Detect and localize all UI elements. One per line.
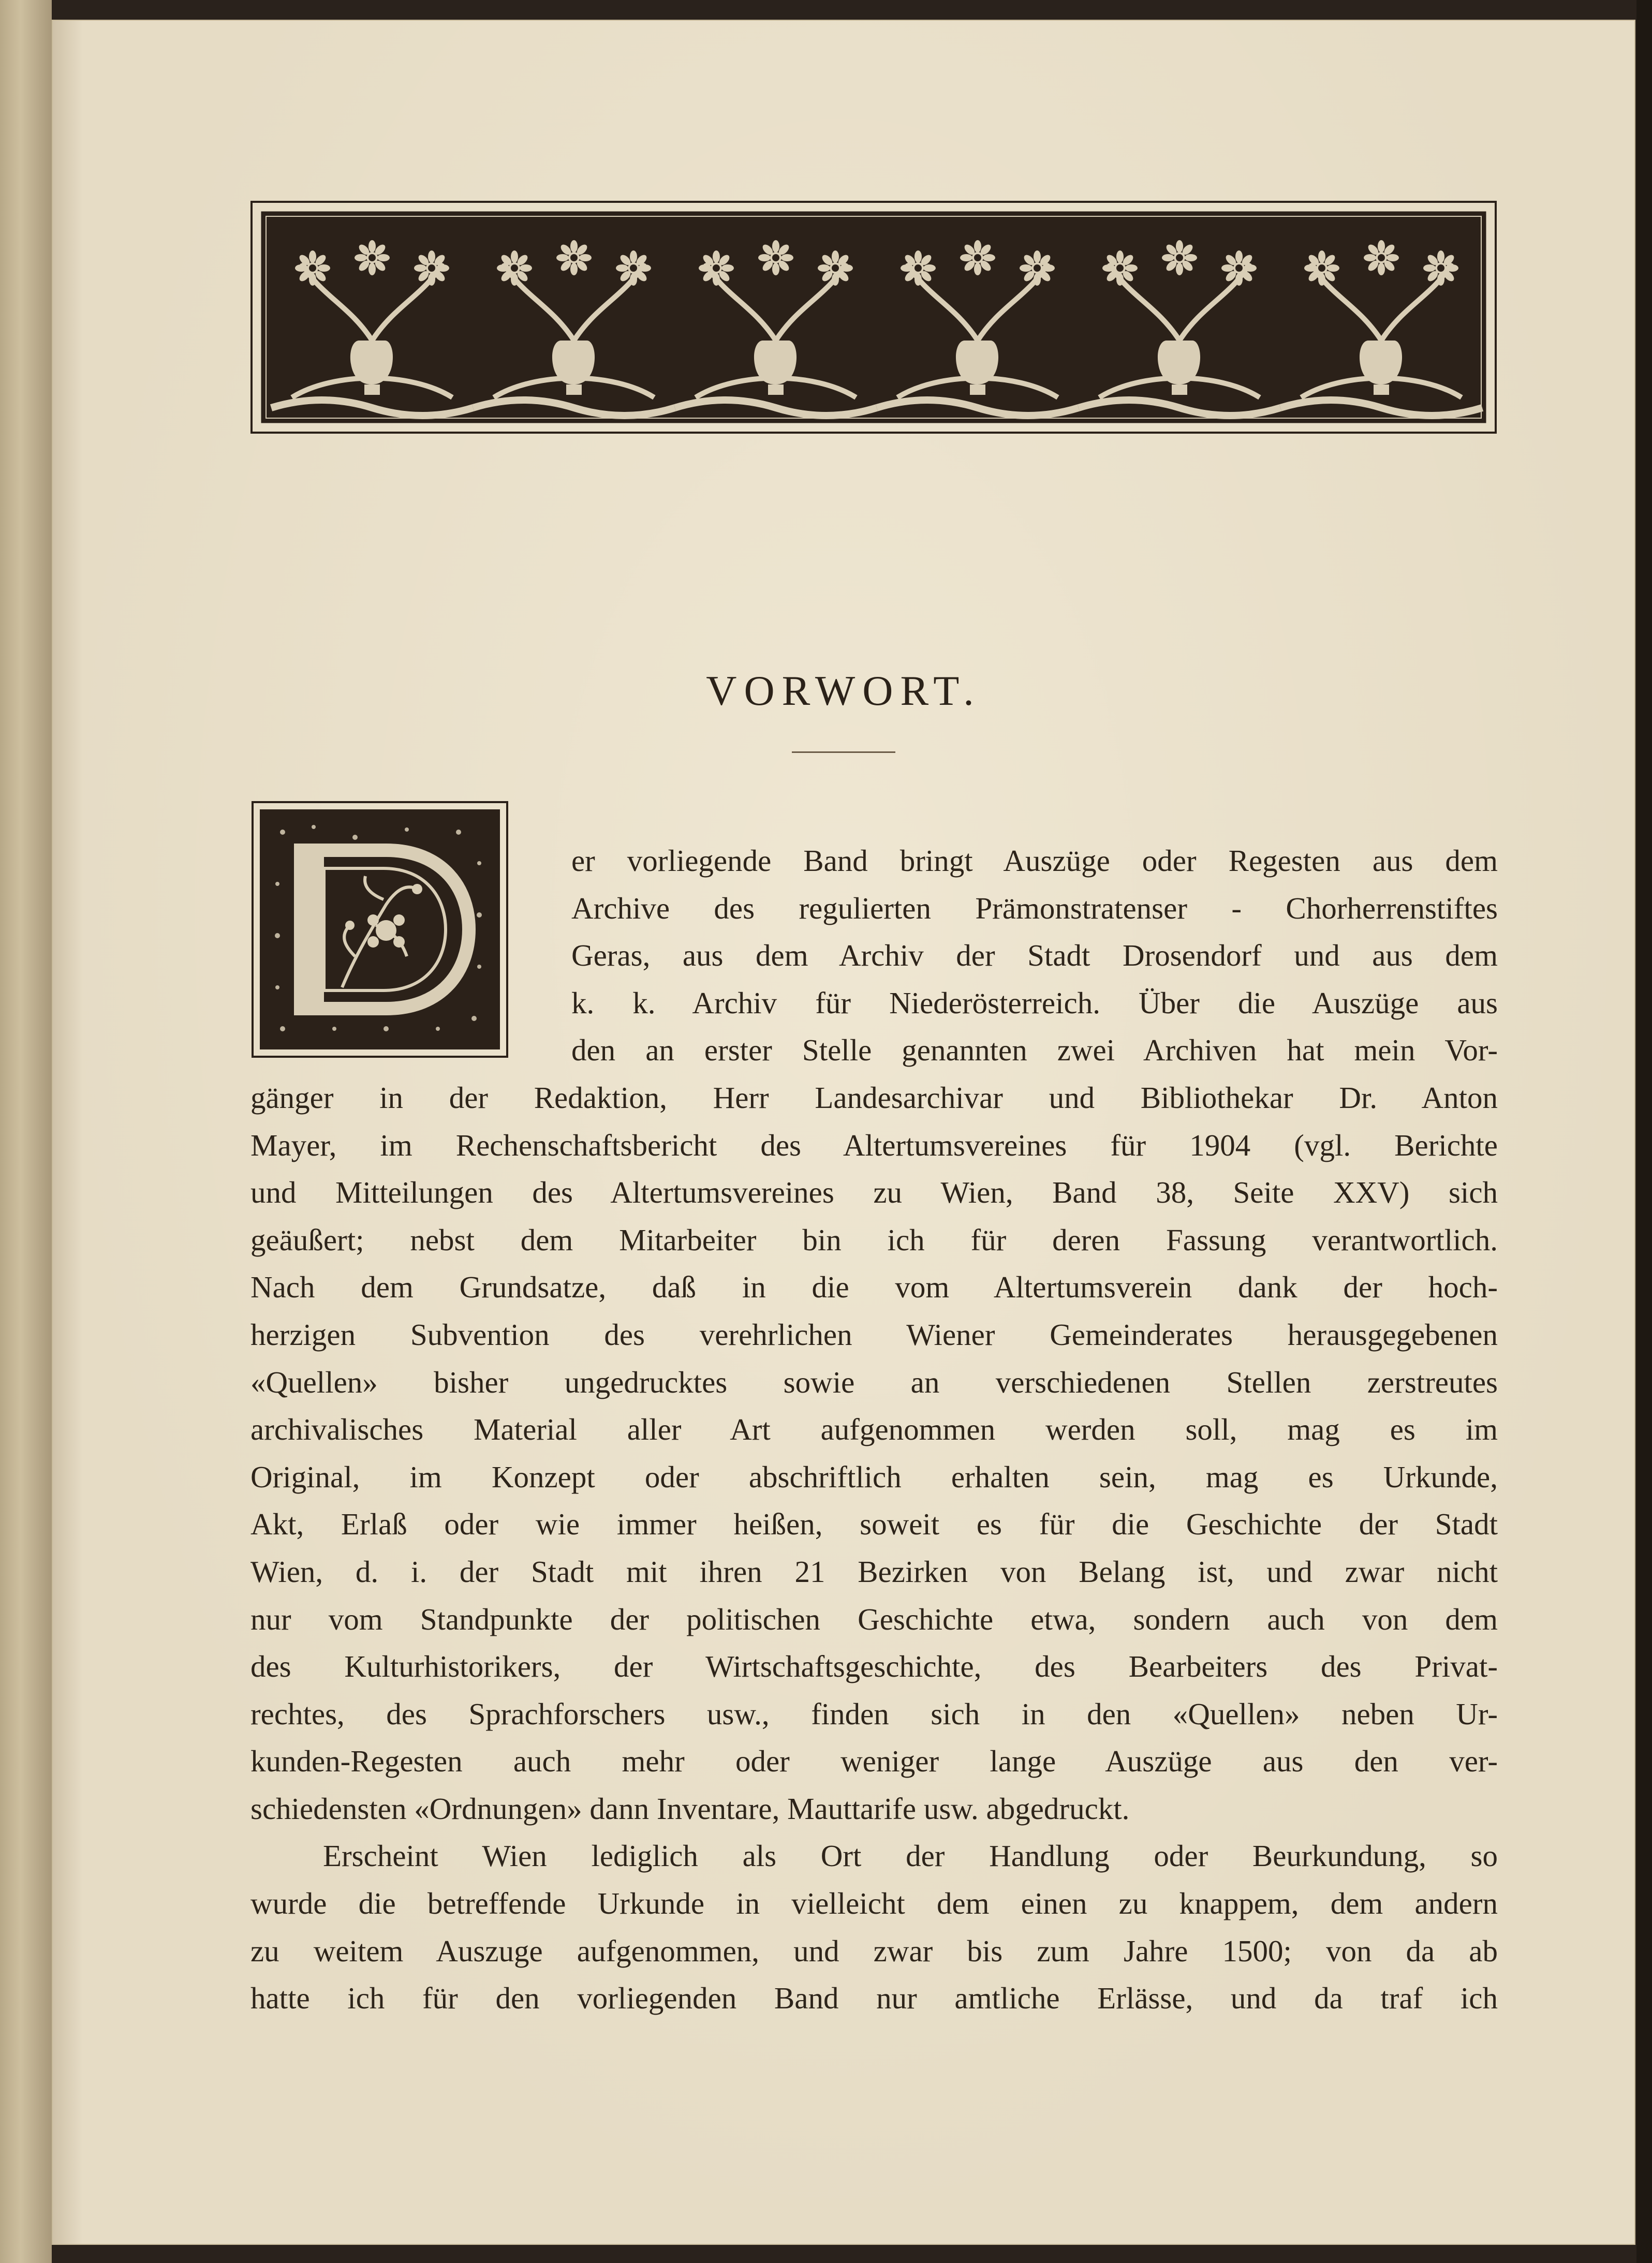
ornament-rosette-center (1436, 263, 1446, 273)
text-line: zu weitem Auszuge aufgenommen, und zwar bis zum Jahre 1500; von da ab (250, 1933, 1498, 1968)
ornament-rosette-center (1234, 263, 1244, 273)
ornament-petal (309, 273, 316, 286)
text-line: rechtes, des Sprachforschers usw., finden sich in den «Quellen» neben Ur- (250, 1696, 1498, 1731)
ornament-petal (974, 263, 981, 275)
ornament-rosette-center (308, 263, 317, 273)
page-title: VORWORT. (706, 667, 981, 714)
ornament-petal (840, 264, 853, 272)
ornament-rosette-center (1317, 263, 1326, 273)
ornament-petal (355, 254, 367, 261)
ornament-petal (781, 254, 793, 261)
ornament-petal (758, 254, 771, 261)
ornament-petal (639, 264, 651, 272)
ornament-rosette-center (973, 253, 982, 262)
text-line: kunden-Regesten auch mehr oder weniger lange Auszüge aus den ver- (250, 1744, 1498, 1779)
ornament-petal (570, 240, 578, 253)
text-line: gänger in der Redaktion, Herr Landesarchivar und Bibliothekar Dr. Anton (250, 1080, 1498, 1115)
ornament-petal (616, 264, 628, 272)
text-line: Nach dem Grundsatze, daß in die vom Altertumsverein dank der hoch- (250, 1270, 1498, 1305)
text-line: den an erster Stelle genannten zwei Archiven hat mein Vor- (571, 1033, 1498, 1068)
ornament-petal (1437, 250, 1444, 263)
ornament-petal (699, 264, 711, 272)
text-line: des Kulturhistorikers, der Wirtschaftsgeschichte, des Bearbeiters des Privat- (250, 1649, 1498, 1684)
ornament-petal (1327, 264, 1339, 272)
ornament-petal (1378, 263, 1385, 275)
ornament-petal (368, 263, 376, 275)
ornament-petal (1304, 264, 1317, 272)
ornament-petal (1176, 240, 1183, 253)
ornament-rosette-center (1032, 263, 1042, 273)
ornament-petal (570, 263, 578, 275)
ornament-petal (428, 273, 435, 286)
ornament-petal (1162, 254, 1174, 261)
ornament-petal (630, 250, 637, 263)
ornament-rosette-center (427, 263, 436, 273)
text-line: herzigen Subvention des verehrlichen Wiener Gemeinderates herausgegebenen (250, 1317, 1498, 1352)
book-page (52, 20, 1635, 2245)
ornament-rosette-center (913, 263, 923, 273)
ornament-petal (1176, 263, 1183, 275)
text-line: wurde die betreffende Urkunde in vielleicht dem einen zu knappem, dem andern (250, 1886, 1498, 1921)
ornament-petal (630, 273, 637, 286)
ornament-petal (309, 250, 316, 263)
ornament-petal (901, 264, 913, 272)
ornament-rosette-center (1377, 253, 1386, 262)
ornament-petal (1221, 264, 1234, 272)
ornament-petal (832, 250, 839, 263)
ornament-petal (1318, 273, 1325, 286)
ornament-petal (1244, 264, 1257, 272)
ornament-petal (772, 240, 779, 253)
ornament-rosette-center (367, 253, 377, 262)
ornament-rosette-center (712, 263, 721, 273)
text-line: «Quellen» bisher ungedrucktes sowie an verschiedenen Stellen zerstreutes (250, 1365, 1498, 1399)
text-line: und Mitteilungen des Altertumsvereines zu Wien, Band 38, Seite XXV) sich (250, 1175, 1498, 1210)
text-line: Erscheint Wien lediglich als Ort der Handlung oder Beurkundung, so (323, 1839, 1498, 1873)
title-divider (792, 751, 895, 753)
ornament-petal (1437, 273, 1444, 286)
text-line: Geras, aus dem Archiv der Stadt Drosendorf und aus dem (571, 938, 1498, 973)
text-line: Wien, d. i. der Stadt mit ihren 21 Bezirken von Belang ist, und zwar nicht (250, 1554, 1498, 1589)
ornament-rosette-center (1175, 253, 1184, 262)
ornament-petal (1364, 254, 1376, 261)
ornament-petal (318, 264, 330, 272)
ornament-petal (414, 264, 426, 272)
ornament-petal (713, 250, 720, 263)
ornament-rosette-center (629, 263, 638, 273)
text-line: nur vom Standpunkte der politischen Geschichte etwa, sondern auch von dem (250, 1602, 1498, 1636)
text-line: schiedensten «Ordnungen» dann Inventare, Mauttarife usw. abgedruckt. (250, 1791, 1130, 1826)
text-line: geäußert; nebst dem Mitarbeiter bin ich für deren Fassung verantwortlich. (250, 1222, 1498, 1257)
ornament-petal (1042, 264, 1055, 272)
ornament-petal (437, 264, 449, 272)
ornament-petal (923, 264, 936, 272)
ornament-rosette-center (831, 263, 840, 273)
text-line: archivalisches Material aller Art aufgenommen werden soll, mag es im (250, 1412, 1498, 1447)
ornament-rosette-center (569, 253, 579, 262)
ornament-petal (556, 254, 569, 261)
ornament-petal (1034, 250, 1041, 263)
ornament-petal (1446, 264, 1458, 272)
ornament-petal (377, 254, 390, 261)
ornament-petal (511, 273, 518, 286)
ornament-petal (1423, 264, 1436, 272)
ornament-petal (295, 264, 307, 272)
ornament-rosette-center (1115, 263, 1125, 273)
ornamental-headpiece (250, 201, 1497, 434)
ornament-petal (818, 264, 830, 272)
ornament-petal (1235, 273, 1243, 286)
ornament-petal (915, 273, 922, 286)
ornament-petal (511, 250, 518, 263)
ornament-petal (1020, 264, 1032, 272)
ornament-petal (832, 273, 839, 286)
ornament-petal (1116, 273, 1124, 286)
ornament-petal (520, 264, 532, 272)
ornament-rosette-center (771, 253, 780, 262)
ornament-petal (1125, 264, 1138, 272)
text-line: k. k. Archiv für Niederösterreich. Über die Auszüge aus (571, 985, 1498, 1020)
ornament-petal (1185, 254, 1197, 261)
ornament-petal (983, 254, 995, 261)
text-line: Mayer, im Rechenschaftsbericht des Altertumsvereines für 1904 (vgl. Berichte (250, 1128, 1498, 1162)
ornament-petal (368, 240, 376, 253)
book-spine-edge (0, 0, 52, 2263)
ornament-petal (1235, 250, 1243, 263)
ornament-petal (1034, 273, 1041, 286)
ornament-petal (1387, 254, 1399, 261)
text-line: Akt, Erlaß oder wie immer heißen, soweit es für die Geschichte der Stadt (250, 1507, 1498, 1542)
ornament-petal (428, 250, 435, 263)
text-line: hatte ich für den vorliegenden Band nur amtliche Erlässe, und da traf ich (250, 1981, 1498, 2016)
ornament-petal (1378, 240, 1385, 253)
ornament-petal (1102, 264, 1115, 272)
ornament-petal (1318, 250, 1325, 263)
text-line: er vorliegende Band bringt Auszüge oder Regesten aus dem (571, 844, 1498, 878)
ornament-petal (497, 264, 509, 272)
ornament-petal (974, 240, 981, 253)
ornament-petal (960, 254, 972, 261)
ornament-petal (915, 250, 922, 263)
ornament-petal (1116, 250, 1124, 263)
ornament-petal (772, 263, 779, 275)
text-line: Original, im Konzept oder abschriftlich erhalten sein, mag es Urkunde, (250, 1459, 1498, 1494)
ornament-petal (713, 273, 720, 286)
ornament-petal (721, 264, 734, 272)
ornament-petal (579, 254, 592, 261)
ornament-rosette-center (510, 263, 519, 273)
text-line: Archive des regulierten Prämonstratenser - Chorherrenstiftes (571, 891, 1498, 925)
body-text (250, 837, 1498, 2022)
page-right-edge (1636, 0, 1652, 2263)
